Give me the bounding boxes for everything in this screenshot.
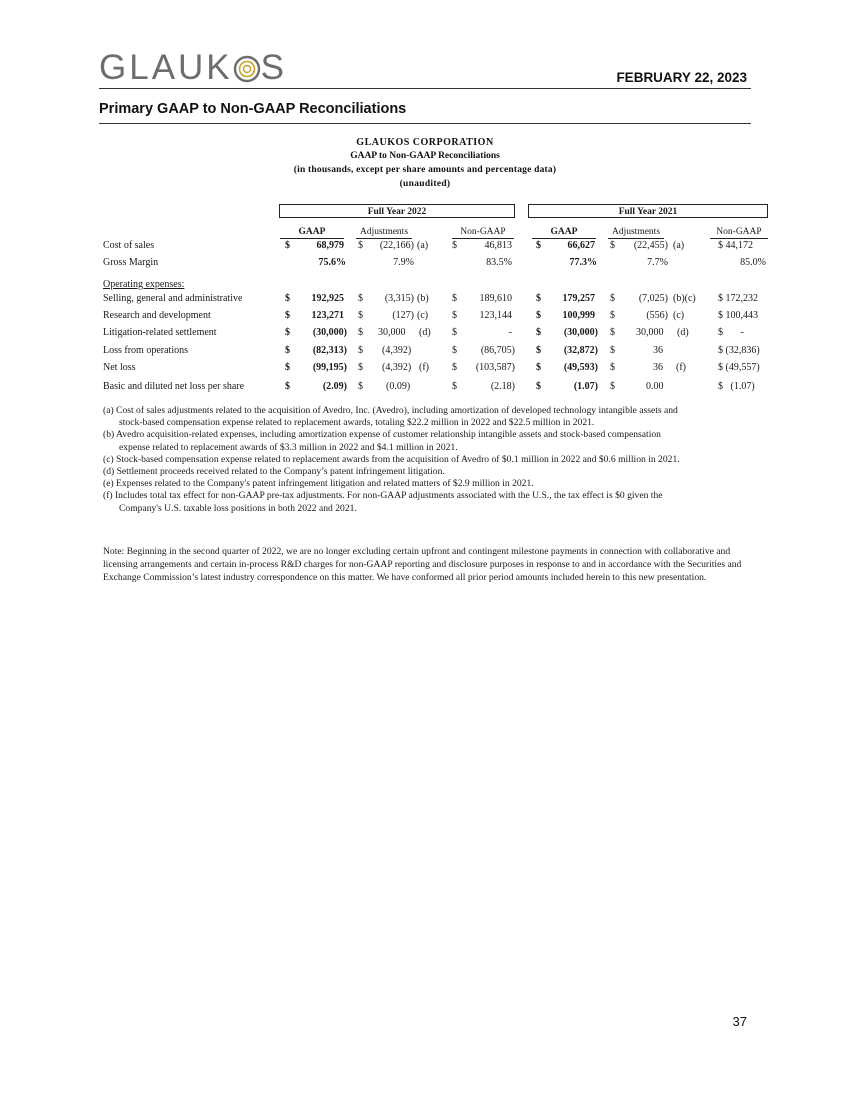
row-label-rnd: Research and development bbox=[103, 310, 211, 321]
table-units: (in thousands, except per share amounts and percentage data) bbox=[293, 165, 557, 175]
cell-adj-2022: 30,000 bbox=[378, 327, 406, 338]
row-label-net-loss: Net loss bbox=[103, 362, 136, 373]
footnote-a: (a) Cost of sales adjustments related to the acquisition of Avedro, Inc. (Avedro), including amortization of developed technology intangible assets and bbox=[103, 405, 678, 416]
currency-symbol: $ bbox=[452, 327, 457, 338]
cell-gaap-2021: 77.3% bbox=[569, 257, 597, 268]
cell-gaap-2021: (49,593) bbox=[563, 362, 598, 373]
currency-symbol: $ bbox=[285, 293, 290, 304]
cell-nongaap-2021: $ 44,172 bbox=[718, 240, 753, 251]
row-label-operating-expenses: Operating expenses: bbox=[103, 279, 185, 290]
cell-adj-2021: 30,000 bbox=[636, 327, 664, 338]
cell-gaap-2022: (99,195) bbox=[312, 362, 347, 373]
footnote-b-cont: expense related to replacement awards of $3.3 million in 2022 and $4.1 million in 2021. bbox=[119, 441, 458, 453]
footnote-c: (c) Stock-based compensation expense related to replacement awards from the acquisition of Avedro of $0.1 million in 2022 and $0.6 million in 2021. bbox=[103, 453, 680, 465]
currency-symbol: $ bbox=[452, 293, 457, 304]
currency-symbol: $ bbox=[610, 293, 615, 304]
page-number: 37 bbox=[732, 1014, 747, 1029]
cell-gaap-2022: 68,979 bbox=[316, 240, 344, 251]
currency-symbol: $ bbox=[536, 381, 541, 392]
currency-symbol: $ bbox=[358, 381, 363, 392]
footnote-ref: (b)(c) bbox=[673, 293, 696, 304]
cell-adj-2021: 0.00 bbox=[646, 381, 664, 392]
cell-gaap-2022: 192,925 bbox=[311, 293, 344, 304]
cell-adj-2022: 7.9% bbox=[393, 257, 414, 268]
cell-nongaap-2022: 189,610 bbox=[479, 293, 512, 304]
period-header-2022: Full Year 2022 bbox=[279, 204, 515, 218]
col-gaap-2022: GAAP bbox=[280, 226, 344, 239]
row-label-eps: Basic and diluted net loss per share bbox=[103, 381, 245, 392]
row-label-gross-margin: Gross Margin bbox=[103, 257, 159, 268]
cell-nongaap-2021: $ - bbox=[718, 327, 744, 338]
table-subtitle: GAAP to Non-GAAP Reconciliations bbox=[350, 151, 500, 161]
company-logo bbox=[99, 48, 287, 88]
cell-adj-2021: 7.7% bbox=[647, 257, 668, 268]
row-label-cost-of-sales: Cost of sales bbox=[103, 240, 155, 251]
footnote-d: (d) Settlement proceeds received related to the Company’s patent infringement litigation. bbox=[103, 466, 445, 478]
row-label-litigation: Litigation-related settlement bbox=[103, 327, 217, 338]
currency-symbol: $ bbox=[285, 362, 290, 373]
currency-symbol: $ bbox=[536, 293, 541, 304]
cell-nongaap-2021: $ 100,443 bbox=[718, 310, 758, 321]
footnote-ref: (b) bbox=[417, 293, 429, 304]
cell-gaap-2021: (1.07) bbox=[573, 381, 598, 392]
report-date: FEBRUARY 22, 2023 bbox=[616, 70, 747, 85]
cell-nongaap-2022: (2.18) bbox=[490, 381, 515, 392]
footnote-a-cont: stock-based compensation expense related to replacement awards, totaling $22.2 million in 2022 and $22.5 million in 2021. bbox=[119, 417, 595, 429]
period-header-2021: Full Year 2021 bbox=[528, 204, 768, 218]
footnote-ref: (f) bbox=[676, 362, 686, 373]
footnote-b: (b) Avedro acquisition-related expenses, including amortization expense of customer relationship intangible assets and stock-based compensation bbox=[103, 429, 661, 441]
logo-text-left: GLAUK bbox=[99, 48, 233, 87]
section-rule bbox=[99, 123, 751, 124]
currency-symbol: $ bbox=[610, 240, 615, 251]
currency-symbol: $ bbox=[536, 345, 541, 356]
cell-gaap-2021: (32,872) bbox=[563, 345, 598, 356]
footnote-ref: (d) bbox=[677, 327, 689, 338]
cell-gaap-2021: 66,627 bbox=[567, 240, 595, 251]
currency-symbol: $ bbox=[452, 345, 457, 356]
currency-symbol: $ bbox=[536, 310, 541, 321]
currency-symbol: $ bbox=[285, 240, 290, 251]
col-gaap-2021: GAAP bbox=[532, 226, 596, 239]
cell-gaap-2022: (82,313) bbox=[312, 345, 347, 356]
footnote-ref: (a) bbox=[673, 240, 685, 251]
table-unaudited: (unaudited) bbox=[399, 179, 451, 189]
col-adjustments-2022: Adjustments bbox=[356, 226, 412, 239]
footnote-f: (f) Includes total tax effect for non-GAAP pre-tax adjustments. For non-GAAP adjustments associated with the U.S., the tax effect is $0 given the bbox=[103, 490, 663, 502]
presentation-note: Note: Beginning in the second quarter of 2022, we are no longer excluding certain upfront and contingent milestone payments in connection with collaborative and licensing arrangements and certain in-process R&D charges for non-GAAP reporting and disclosure purposes in response to and in accordance with the Securities and Exchange Commission’s latest industry correspondence on this matter. We have conformed all prior period amounts included herein to this new presentation. bbox=[103, 546, 742, 583]
row-label-sga: Selling, general and administrative bbox=[103, 293, 243, 304]
footnote-ref: (c) bbox=[673, 310, 685, 321]
cell-adj-2021: 36 bbox=[653, 362, 663, 373]
currency-symbol: $ bbox=[610, 381, 615, 392]
cell-nongaap-2022: 83.5% bbox=[486, 257, 512, 268]
currency-symbol: $ bbox=[452, 240, 457, 251]
logo-text-right: S bbox=[260, 48, 288, 87]
footnote-e: (e) Expenses related to the Company's patent infringement litigation and related matters of $2.9 million in 2021. bbox=[103, 478, 534, 490]
cell-adj-2021: (22,455) bbox=[633, 240, 668, 251]
currency-symbol: $ bbox=[358, 345, 363, 356]
row-label-loss-from-operations: Loss from operations bbox=[103, 345, 188, 356]
currency-symbol: $ bbox=[610, 310, 615, 321]
cell-nongaap-2021: $ (49,557) bbox=[718, 362, 760, 373]
cell-nongaap-2022: 46,813 bbox=[484, 240, 512, 251]
footnote-ref: (a) bbox=[417, 240, 429, 251]
cell-gaap-2022: 75.6% bbox=[318, 257, 346, 268]
table-company: GLAUKOS CORPORATION bbox=[356, 137, 494, 148]
cell-gaap-2021: (30,000) bbox=[563, 327, 598, 338]
currency-symbol: $ bbox=[452, 381, 457, 392]
cell-nongaap-2022: (103,587) bbox=[475, 362, 515, 373]
cell-nongaap-2021: 85.0% bbox=[740, 257, 766, 268]
currency-symbol: $ bbox=[610, 327, 615, 338]
cell-gaap-2021: 179,257 bbox=[562, 293, 595, 304]
footnote-f-cont: Company's U.S. taxable loss positions in both 2022 and 2021. bbox=[119, 502, 357, 514]
cell-adj-2022: (4,392) bbox=[382, 345, 412, 356]
cell-nongaap-2021: $ 172,232 bbox=[718, 293, 758, 304]
col-nongaap-2021: Non-GAAP bbox=[710, 226, 768, 239]
footnote-ref: (c) bbox=[417, 310, 429, 321]
currency-symbol: $ bbox=[358, 293, 363, 304]
currency-symbol: $ bbox=[610, 362, 615, 373]
cell-adj-2022: (4,392) bbox=[382, 362, 412, 373]
col-adjustments-2021: Adjustments bbox=[608, 226, 664, 239]
footnotes bbox=[103, 405, 751, 515]
currency-symbol: $ bbox=[610, 345, 615, 356]
cell-nongaap-2022: - bbox=[508, 327, 512, 338]
cell-adj-2022: (3,315) bbox=[384, 293, 414, 304]
cell-nongaap-2021: $ (1.07) bbox=[718, 381, 755, 392]
currency-symbol: $ bbox=[536, 327, 541, 338]
header-rule bbox=[99, 88, 751, 89]
cell-gaap-2022: (2.09) bbox=[322, 381, 347, 392]
currency-symbol: $ bbox=[285, 310, 290, 321]
cell-gaap-2022: 123,271 bbox=[311, 310, 344, 321]
footnote-ref: (f) bbox=[419, 362, 429, 373]
cell-adj-2022: (0.09) bbox=[386, 381, 411, 392]
cell-adj-2022: (127) bbox=[392, 310, 414, 321]
logo-swirl-icon bbox=[233, 55, 261, 83]
currency-symbol: $ bbox=[358, 310, 363, 321]
currency-symbol: $ bbox=[358, 327, 363, 338]
currency-symbol: $ bbox=[536, 240, 541, 251]
currency-symbol: $ bbox=[285, 327, 290, 338]
currency-symbol: $ bbox=[358, 362, 363, 373]
currency-symbol: $ bbox=[536, 362, 541, 373]
section-title: Primary GAAP to Non-GAAP Reconciliations bbox=[99, 101, 407, 117]
cell-adj-2021: 36 bbox=[653, 345, 663, 356]
cell-adj-2021: (7,025) bbox=[638, 293, 668, 304]
currency-symbol: $ bbox=[452, 362, 457, 373]
currency-symbol: $ bbox=[285, 381, 290, 392]
cell-nongaap-2022: 123,144 bbox=[479, 310, 512, 321]
currency-symbol: $ bbox=[452, 310, 457, 321]
cell-gaap-2021: 100,999 bbox=[562, 310, 595, 321]
cell-nongaap-2021: $ (32,836) bbox=[718, 345, 760, 356]
cell-adj-2022: (22,166) bbox=[379, 240, 414, 251]
currency-symbol: $ bbox=[285, 345, 290, 356]
cell-adj-2021: (556) bbox=[646, 310, 668, 321]
currency-symbol: $ bbox=[358, 240, 363, 251]
footnote-ref: (d) bbox=[419, 327, 431, 338]
cell-nongaap-2022: (86,705) bbox=[480, 345, 515, 356]
cell-gaap-2022: (30,000) bbox=[312, 327, 347, 338]
col-nongaap-2022: Non-GAAP bbox=[452, 226, 514, 239]
